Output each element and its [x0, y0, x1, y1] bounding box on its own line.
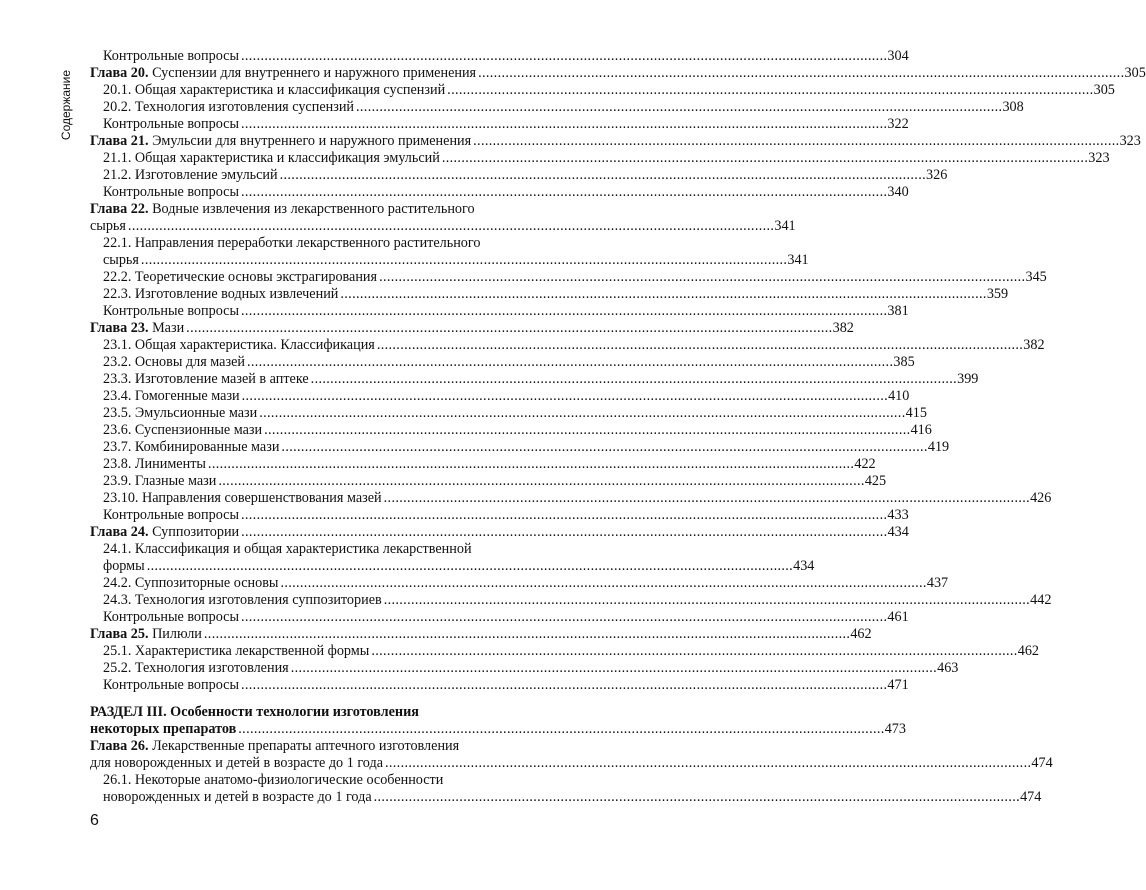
toc-subsection	[90, 422, 932, 439]
toc-subsection	[90, 82, 1115, 99]
dot-leader	[241, 303, 885, 320]
toc-subsection	[90, 184, 909, 201]
toc-page-number: 419	[927, 439, 950, 455]
toc-title: Пилюли	[148, 626, 202, 642]
toc-title: 25.1. Характеристика лекарственной формы	[103, 643, 370, 659]
toc-page-number: 326	[926, 167, 948, 183]
toc-title: Суспензии для внутреннего и наружного применения	[148, 65, 477, 81]
dot-leader	[371, 643, 1015, 660]
toc-subsection	[90, 167, 948, 184]
toc-page-number: 434	[793, 558, 815, 574]
toc-page-number: 322	[887, 116, 909, 132]
toc-page-number: 437	[926, 575, 949, 591]
toc-title: формы	[103, 558, 145, 574]
toc-title: для новорожденных и детей в возрасте до 1 года	[90, 755, 383, 771]
toc-page-number: 426	[1030, 490, 1052, 506]
toc-subsection	[90, 490, 1052, 507]
dot-leader	[147, 558, 791, 575]
dot-leader	[264, 422, 908, 439]
chapter-label: Глава 22.	[90, 201, 149, 217]
dot-leader	[238, 721, 882, 738]
toc-title: Эмульсии для внутреннего и наружного применения	[148, 133, 472, 149]
toc-page-number: 433	[887, 507, 909, 523]
toc-title: 24.2. Суппозиторные основы	[103, 575, 279, 591]
toc-page-number: 323	[1119, 133, 1141, 149]
dot-leader	[291, 660, 935, 677]
dot-leader	[379, 269, 1023, 286]
toc-title: новорожденных и детей в возрасте до 1 года	[103, 789, 372, 805]
toc-subsection	[90, 575, 949, 592]
toc-section	[90, 704, 906, 738]
chapter-label: Глава 23.	[90, 320, 149, 336]
dot-leader	[447, 82, 1091, 99]
toc-title: 20.1. Общая характеристика и классификация суспензий	[103, 82, 446, 98]
dot-leader	[241, 524, 885, 541]
toc-title: 23.7. Комбинированные мази	[103, 439, 280, 455]
chapter-label: Глава 20.	[90, 65, 149, 81]
dot-leader	[442, 150, 1086, 167]
toc-subsection	[90, 116, 909, 133]
table-of-contents	[90, 48, 1146, 806]
toc-subsection	[90, 592, 1052, 609]
toc-page-number: 341	[774, 218, 796, 234]
toc-page-number: 410	[888, 388, 910, 404]
toc-subsection	[90, 337, 1045, 354]
toc-title: 23.9. Глазные мази	[103, 473, 217, 489]
toc-page-number: 323	[1088, 150, 1110, 166]
toc-page-number: 422	[854, 456, 876, 472]
toc-page-number: 474	[1020, 789, 1042, 805]
toc-page-number: 462	[850, 626, 872, 642]
toc-subsection	[90, 660, 959, 677]
dot-leader	[356, 99, 1000, 116]
toc-page-number: 434	[887, 524, 909, 540]
toc-title: Контрольные вопросы	[103, 116, 239, 132]
toc-subsection	[90, 99, 1024, 116]
toc-page-number: 385	[893, 354, 915, 370]
toc-title: 23.2. Основы для мазей	[103, 354, 245, 370]
toc-title: 23.5. Эмульсионные мази	[103, 405, 258, 421]
toc-subsection	[90, 371, 979, 388]
dot-leader	[241, 609, 885, 626]
toc-title: 21.2. Изготовление эмульсий	[103, 167, 278, 183]
toc-page-number: 425	[864, 473, 887, 489]
toc-subsection	[90, 269, 1047, 286]
toc-page-number: 416	[910, 422, 932, 438]
toc-subsection	[90, 643, 1040, 660]
dot-leader	[478, 65, 1122, 82]
toc-page-number: 473	[884, 721, 906, 737]
toc-title: 22.2. Теоретические основы экстрагирования	[103, 269, 378, 285]
toc-page-number: 341	[787, 252, 809, 268]
dot-leader	[141, 252, 785, 269]
dot-leader	[241, 48, 885, 65]
toc-subsection	[90, 541, 815, 575]
toc-title: 23.3. Изготовление мазей в аптеке	[103, 371, 309, 387]
toc-page-number: 399	[957, 371, 979, 387]
toc-title: РАЗДЕЛ III. Особенности технологии изготовления	[90, 704, 419, 720]
dot-leader	[128, 218, 772, 235]
toc-subsection	[90, 150, 1110, 167]
chapter-label: Глава 25.	[90, 626, 149, 642]
dot-leader	[247, 354, 891, 371]
toc-page-number: 345	[1025, 269, 1047, 285]
dot-leader	[241, 677, 885, 694]
toc-chapter	[90, 626, 872, 643]
toc-page-number: 474	[1031, 755, 1053, 771]
toc-title: 22.3. Изготовление водных извлечений	[103, 286, 339, 302]
dot-leader	[280, 575, 924, 592]
dot-leader	[241, 184, 885, 201]
toc-title: Лекарственные препараты аптечного изготовления	[148, 738, 460, 754]
dot-leader	[208, 456, 852, 473]
toc-subsection	[90, 677, 909, 694]
toc-subsection	[90, 456, 876, 473]
toc-subsection	[90, 507, 909, 524]
dot-leader	[280, 167, 924, 184]
toc-subsection	[90, 473, 887, 490]
toc-chapter	[90, 201, 796, 235]
toc-title: сырья	[90, 218, 126, 234]
dot-leader	[377, 337, 1021, 354]
toc-title: 23.8. Линименты	[103, 456, 206, 472]
toc-title: 26.1. Некоторые анатомо-физиологические особенности	[103, 772, 444, 788]
toc-page-number: 471	[887, 677, 909, 693]
toc-title: 25.2. Технология изготовления	[103, 660, 289, 676]
toc-page-number: 463	[937, 660, 959, 676]
section-gap	[90, 694, 570, 704]
toc-title: Контрольные вопросы	[103, 303, 239, 319]
toc-title: 24.3. Технология изготовления суппозиториев	[103, 592, 382, 608]
toc-chapter	[90, 738, 1053, 772]
toc-title: 23.6. Суспензионные мази	[103, 422, 263, 438]
dot-leader	[311, 371, 955, 388]
toc-page-number: 381	[887, 303, 909, 319]
dot-leader	[242, 388, 886, 405]
toc-page-number: 382	[1023, 337, 1045, 353]
toc-title: Контрольные вопросы	[103, 677, 239, 693]
toc-page-number: 305	[1093, 82, 1115, 98]
dot-leader	[186, 320, 830, 337]
toc-subsection	[90, 235, 809, 269]
toc-title: некоторых препаратов	[90, 721, 237, 737]
dot-leader	[281, 439, 925, 456]
toc-page-number: 340	[887, 184, 909, 200]
toc-subsection	[90, 354, 915, 371]
toc-page-number: 415	[905, 405, 927, 421]
toc-title: сырья	[103, 252, 139, 268]
dot-leader	[218, 473, 862, 490]
dot-leader	[241, 116, 885, 133]
toc-chapter	[90, 320, 854, 337]
toc-chapter	[90, 524, 909, 541]
dot-leader	[259, 405, 903, 422]
toc-subsection	[90, 772, 1042, 806]
toc-subsection	[90, 48, 909, 65]
toc-page-number: 305	[1124, 65, 1146, 81]
toc-title: Контрольные вопросы	[103, 184, 239, 200]
toc-subsection	[90, 286, 1009, 303]
toc-page-number: 382	[832, 320, 854, 336]
toc-subsection	[90, 388, 910, 405]
toc-title: 23.1. Общая характеристика. Классификация	[103, 337, 375, 353]
dot-leader	[473, 133, 1117, 150]
toc-title: 22.1. Направления переработки лекарственного растительного	[103, 235, 481, 251]
chapter-label: Глава 24.	[90, 524, 149, 540]
toc-title: Контрольные вопросы	[103, 609, 239, 625]
toc-title: Контрольные вопросы	[103, 507, 239, 523]
dot-leader	[204, 626, 848, 643]
chapter-label: Глава 26.	[90, 738, 149, 754]
dot-leader	[340, 286, 984, 303]
toc-chapter	[90, 65, 1146, 82]
dot-leader	[241, 507, 885, 524]
toc-chapter	[90, 133, 1141, 150]
toc-subsection	[90, 439, 950, 456]
toc-title: Контрольные вопросы	[103, 48, 239, 64]
toc-subsection	[90, 303, 909, 320]
toc-title: 23.4. Гомогенные мази	[103, 388, 240, 404]
toc-page-number: 304	[887, 48, 909, 64]
toc-title: 20.2. Технология изготовления суспензий	[103, 99, 355, 115]
toc-title: 21.1. Общая характеристика и классификация эмульсий	[103, 150, 440, 166]
dot-leader	[385, 755, 1029, 772]
dot-leader	[384, 592, 1028, 609]
toc-title: Водные извлечения из лекарственного растительного	[148, 201, 475, 217]
toc-page-number: 442	[1030, 592, 1052, 608]
page-number: 6	[90, 812, 99, 829]
toc-title: 23.10. Направления совершенствования мазей	[103, 490, 382, 506]
toc-title: 24.1. Классификация и общая характеристика лекарственной	[103, 541, 472, 557]
toc-page-number: 359	[986, 286, 1009, 302]
dot-leader	[384, 490, 1028, 507]
toc-page-number: 308	[1002, 99, 1024, 115]
toc-page-number: 461	[887, 609, 909, 625]
dot-leader	[374, 789, 1018, 806]
toc-subsection	[90, 609, 909, 626]
toc-title: Суппозитории	[148, 524, 240, 540]
toc-subsection	[90, 405, 927, 422]
toc-title: Мази	[148, 320, 185, 336]
running-header-side-label: Содержание	[59, 69, 74, 141]
toc-page-number: 462	[1017, 643, 1040, 659]
chapter-label: Глава 21.	[90, 133, 149, 149]
